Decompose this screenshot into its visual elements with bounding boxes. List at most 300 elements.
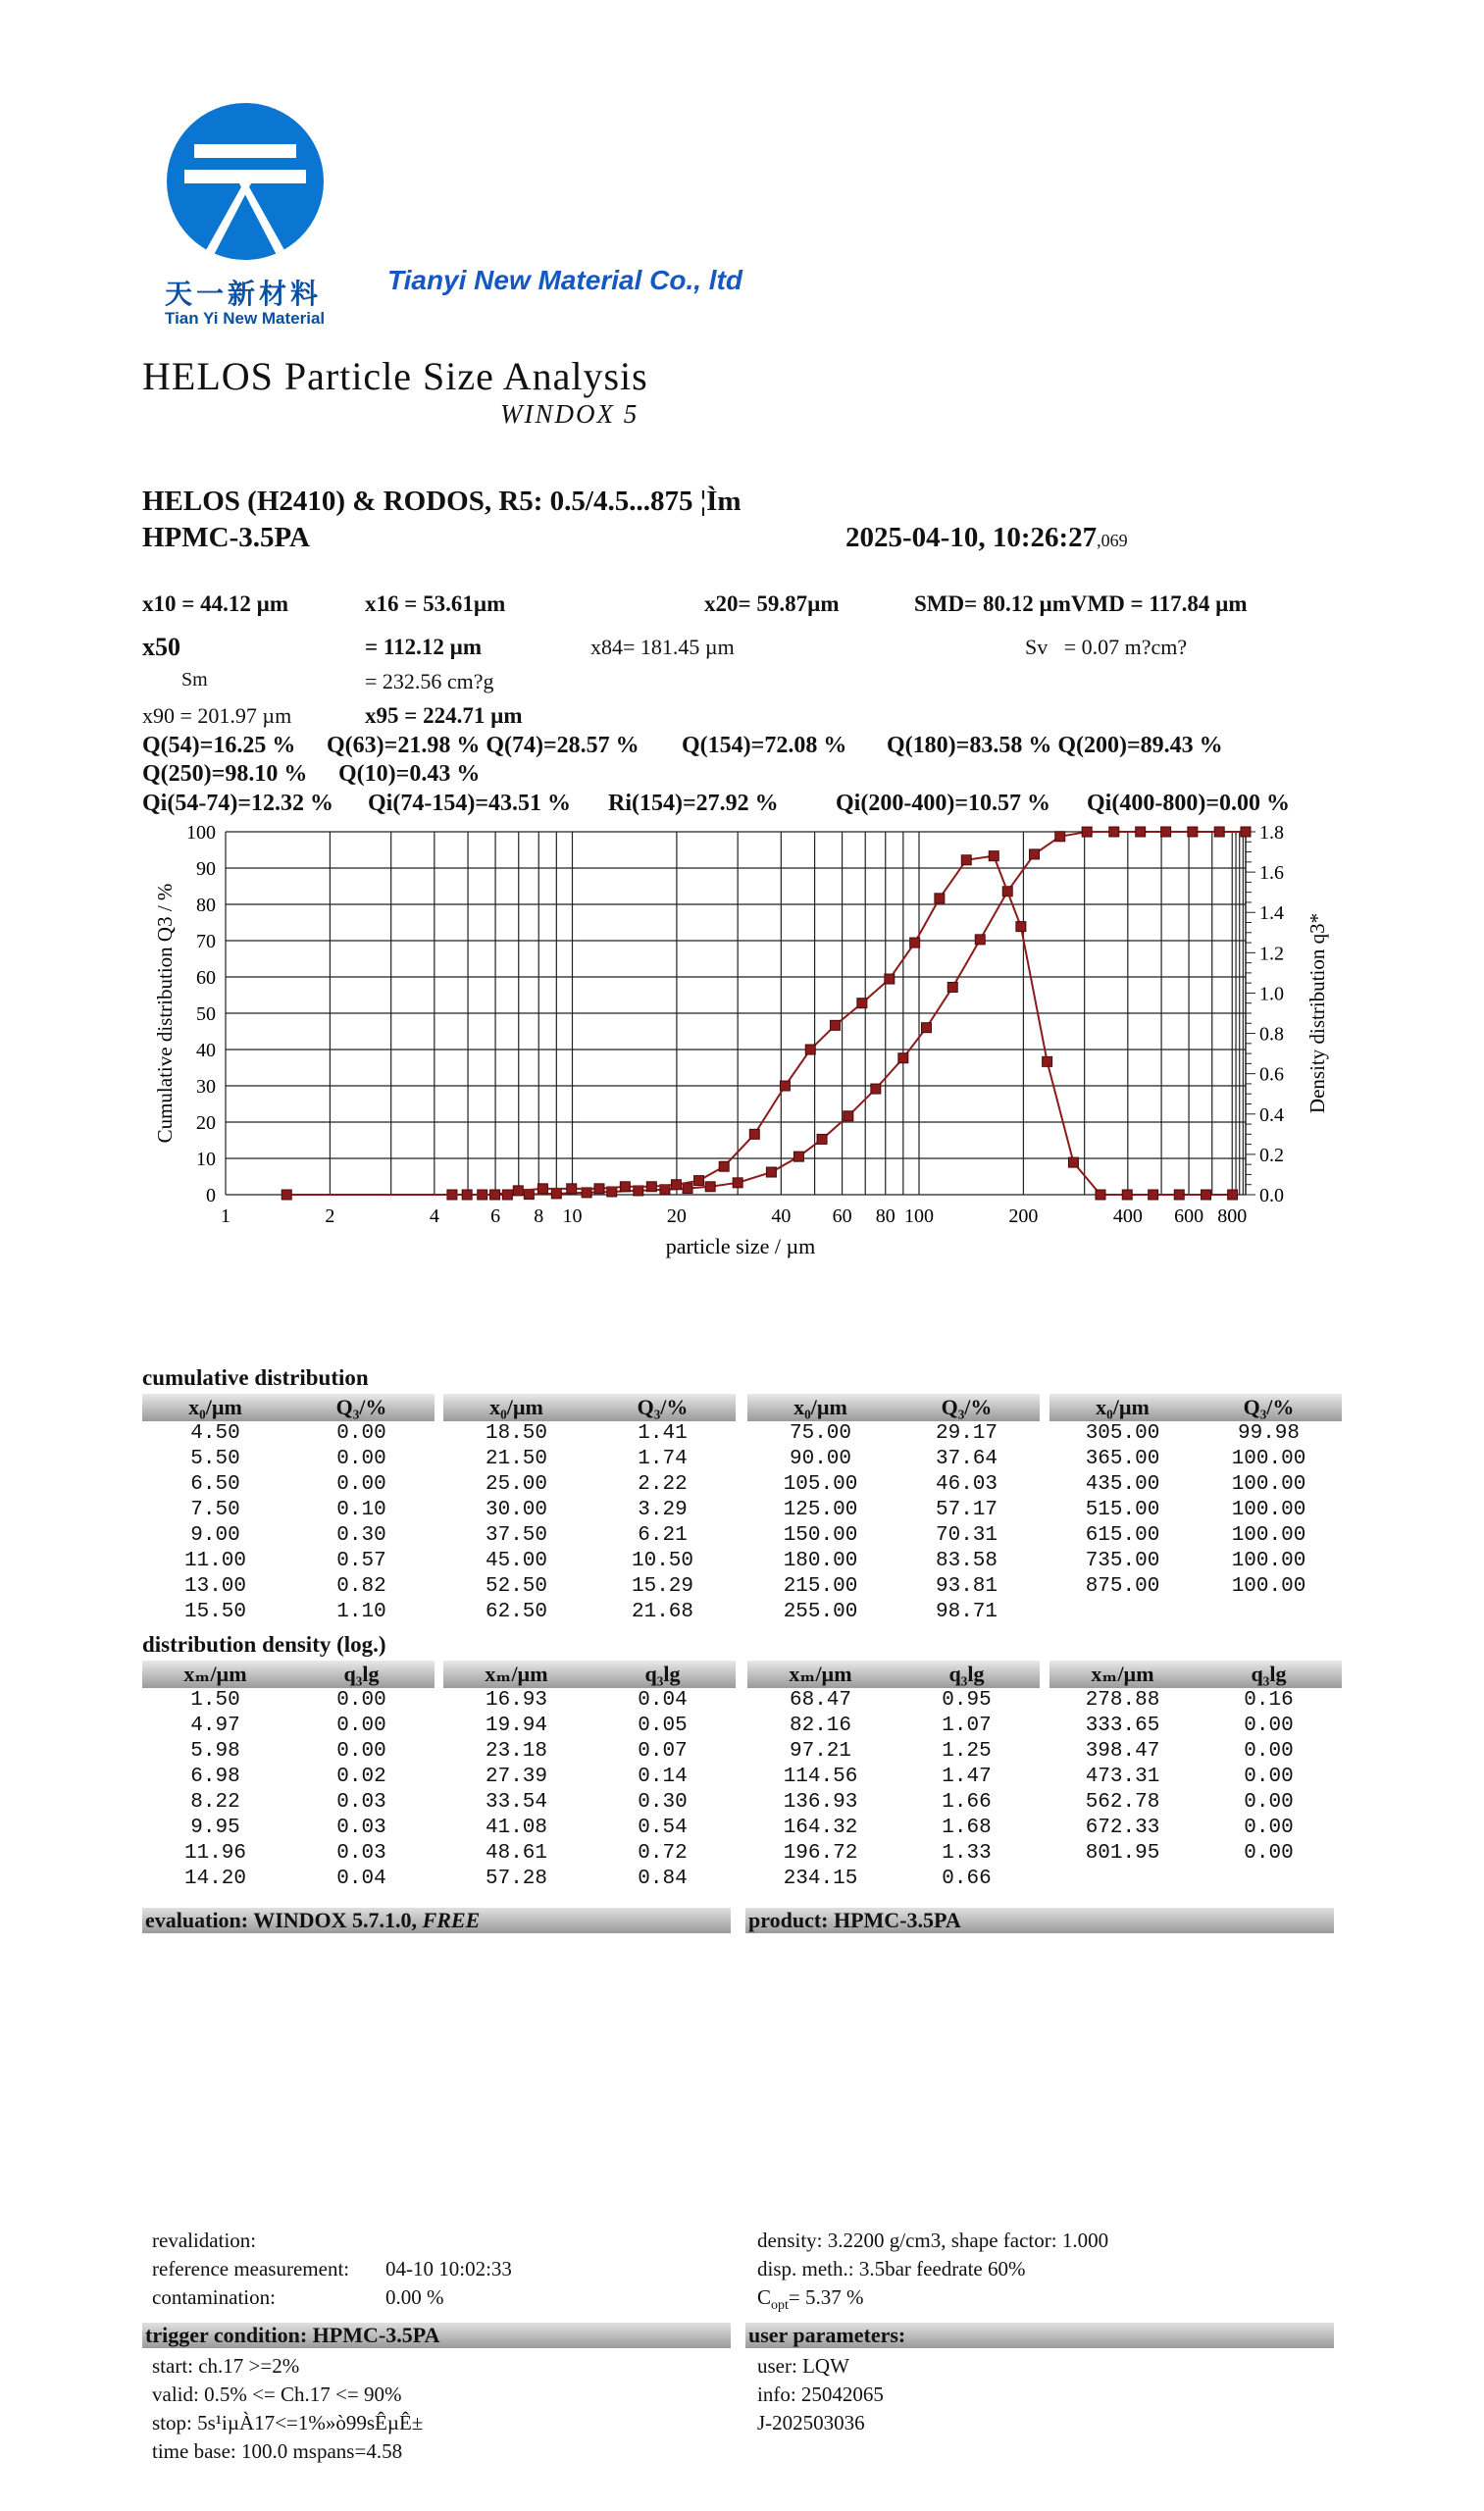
- cumulative-point: [551, 1189, 561, 1199]
- reference-measurement-value: 04-10 10:02:33: [385, 2257, 512, 2280]
- column-header: Q₃/%: [637, 1395, 689, 1419]
- density-point: [281, 1190, 291, 1200]
- table-row: [443, 1841, 736, 1867]
- y-axis-label: Cumulative distribution Q3 / %: [153, 883, 177, 1144]
- table-cell: 18.50: [485, 1422, 547, 1445]
- table-row: [443, 1421, 736, 1447]
- x-tick-label: 200: [1008, 1205, 1039, 1227]
- table-row: [443, 1447, 736, 1472]
- y-right-tick-label: 0.4: [1259, 1103, 1284, 1126]
- table-cell: 30.00: [485, 1499, 547, 1521]
- table-cell: 801.95: [1085, 1842, 1160, 1865]
- density-point: [1096, 1190, 1105, 1200]
- column-header: Q₃/%: [335, 1395, 387, 1419]
- table-cell: 41.08: [485, 1817, 547, 1839]
- cumulative-block: [443, 1394, 736, 1625]
- chart-grid: [226, 832, 1246, 1195]
- table-cell: 16.93: [485, 1689, 547, 1712]
- density-point: [1016, 922, 1026, 932]
- y-tick-label: 10: [196, 1149, 216, 1170]
- cumulative-title: cumulative distribution: [142, 1365, 369, 1390]
- table-cell: 398.47: [1085, 1740, 1160, 1763]
- table-cell: 1.41: [638, 1422, 688, 1445]
- density-point: [537, 1184, 547, 1194]
- table-row: [142, 1523, 435, 1549]
- table-row: [443, 1739, 736, 1765]
- user-id: J-202503036: [757, 2411, 865, 2434]
- y-right-tick-label: 0.8: [1259, 1023, 1284, 1046]
- x-tick-label: 20: [666, 1205, 687, 1227]
- y-tick-label: 50: [196, 1003, 216, 1025]
- table-cell: 0.66: [942, 1868, 992, 1890]
- table-cell: 0.04: [638, 1689, 688, 1712]
- table-cell: 100.00: [1231, 1524, 1306, 1547]
- company-name: Tianyi New Material Co., ltd: [387, 265, 743, 295]
- table-cell: 0.03: [336, 1817, 386, 1839]
- user-name: user: LQW: [757, 2354, 849, 2378]
- table-cell: 1.50: [190, 1689, 240, 1712]
- stat-sm-label: Sm: [181, 669, 208, 691]
- table-cell: 48.61: [485, 1842, 547, 1865]
- cumulative-point: [898, 1053, 908, 1063]
- table-cell: 99.98: [1237, 1422, 1300, 1445]
- stat-x10: x10 = 44.12 µm: [142, 591, 289, 616]
- y-tick-label: 90: [196, 858, 216, 880]
- table-row: [1049, 1498, 1342, 1523]
- table-cell: 615.00: [1085, 1524, 1160, 1547]
- table-row: [443, 1867, 736, 1892]
- table-row: [443, 1790, 736, 1816]
- table-cell: 0.00: [1244, 1817, 1294, 1839]
- cumulative-point: [947, 982, 957, 992]
- company-logo: [167, 103, 324, 260]
- density-point: [749, 1129, 759, 1139]
- table-cell: 105.00: [783, 1473, 858, 1496]
- table-cell: 13.00: [183, 1575, 246, 1598]
- density-point: [620, 1182, 630, 1192]
- table-cell: 11.96: [183, 1842, 246, 1865]
- table-cell: 0.00: [336, 1448, 386, 1470]
- y-right-tick-label: 1.2: [1259, 943, 1284, 965]
- cumulative-point: [1161, 827, 1171, 837]
- table-cell: 0.30: [638, 1791, 688, 1814]
- table-row: [747, 1714, 1040, 1739]
- stat-sv: Sv = 0.07 m?cm?: [1025, 635, 1188, 659]
- density-point: [830, 1020, 840, 1030]
- table-cell: 1.25: [942, 1740, 992, 1763]
- table-row: [142, 1472, 435, 1498]
- table-cell: 1.07: [942, 1715, 992, 1737]
- y-tick-label: 40: [196, 1040, 216, 1061]
- table-cell: 0.10: [336, 1499, 386, 1521]
- table-cell: 8.22: [190, 1791, 240, 1814]
- table-cell: 97.21: [789, 1740, 851, 1763]
- table-row: [1049, 1447, 1342, 1472]
- table-cell: 100.00: [1231, 1499, 1306, 1521]
- table-row: [747, 1841, 1040, 1867]
- density-point: [935, 894, 945, 903]
- user-parameters-bar: user parameters:: [745, 2323, 1334, 2348]
- sample-name: HPMC-3.5PA: [142, 522, 310, 553]
- stat-x95: x95 = 224.71 µm: [365, 703, 523, 728]
- x-tick-label: 80: [875, 1205, 896, 1227]
- q-10: Q(10)=0.43 %: [338, 761, 481, 787]
- column-header: x₀/µm: [1096, 1395, 1150, 1419]
- chart-ticks: [186, 822, 1284, 1227]
- table-row: [747, 1816, 1040, 1841]
- x-tick-label: 600: [1174, 1205, 1204, 1227]
- table-cell: 29.17: [935, 1422, 998, 1445]
- density-block: [1049, 1661, 1342, 1867]
- table-cell: 52.50: [485, 1575, 547, 1598]
- table-cell: 37.64: [935, 1448, 998, 1470]
- density-point: [671, 1180, 681, 1190]
- table-cell: 14.20: [183, 1868, 246, 1890]
- y-right-tick-label: 0.2: [1259, 1144, 1284, 1166]
- density-point: [1174, 1190, 1184, 1200]
- y-tick-label: 0: [206, 1185, 216, 1206]
- table-cell: 2.22: [638, 1473, 688, 1496]
- table-cell: 82.16: [789, 1715, 851, 1737]
- table-row: [1049, 1765, 1342, 1790]
- dispersion-method: disp. meth.: 3.5bar feedrate 60%: [757, 2257, 1026, 2280]
- cumulative-point: [975, 935, 985, 945]
- table-cell: 6.98: [190, 1766, 240, 1788]
- table-cell: 164.32: [783, 1817, 858, 1839]
- table-row: [443, 1574, 736, 1600]
- x-axis-label: particle size / µm: [665, 1234, 816, 1258]
- table-row: [443, 1714, 736, 1739]
- x-tick-label: 1: [221, 1205, 230, 1227]
- table-row: [142, 1688, 435, 1714]
- table-cell: 90.00: [789, 1448, 851, 1470]
- table-row: [142, 1447, 435, 1472]
- table-cell: 255.00: [783, 1601, 858, 1623]
- cumulative-point: [766, 1167, 776, 1177]
- table-cell: 27.39: [485, 1766, 547, 1788]
- density-point: [567, 1184, 577, 1194]
- y-right-tick-label: 1.0: [1259, 983, 1284, 1005]
- table-cell: 0.14: [638, 1766, 688, 1788]
- column-header: x₀/µm: [188, 1395, 242, 1419]
- cumulative-block: [747, 1394, 1040, 1625]
- y-tick-label: 100: [186, 822, 216, 844]
- density-point: [490, 1190, 500, 1200]
- x-tick-label: 800: [1217, 1205, 1248, 1227]
- y-tick-label: 60: [196, 967, 216, 989]
- cumulative-point: [1188, 827, 1198, 837]
- table-cell: 215.00: [783, 1575, 858, 1598]
- x-tick-label: 6: [490, 1205, 501, 1227]
- cumulative-block: [1049, 1394, 1342, 1600]
- density-point: [462, 1190, 472, 1200]
- y-tick-label: 80: [196, 895, 216, 916]
- table-cell: 100.00: [1231, 1550, 1306, 1572]
- contamination-value: 0.00 %: [385, 2285, 444, 2309]
- table-row: [142, 1574, 435, 1600]
- stat-sm-value: = 232.56 cm?g: [365, 669, 494, 693]
- table-row: [747, 1523, 1040, 1549]
- table-cell: 62.50: [485, 1601, 547, 1623]
- table-cell: 0.00: [1244, 1842, 1294, 1865]
- trigger-timebase: time base: 100.0 mspans=4.58: [152, 2439, 403, 2463]
- table-row: [142, 1816, 435, 1841]
- table-cell: 1.47: [942, 1766, 992, 1788]
- cumulative-point: [793, 1152, 803, 1161]
- table-cell: 15.50: [183, 1601, 246, 1623]
- table-cell: 6.50: [190, 1473, 240, 1496]
- x-tick-label: 2: [325, 1205, 335, 1227]
- density-point: [885, 974, 895, 984]
- ri-154: Ri(154)=27.92 %: [608, 791, 779, 816]
- density-shape: density: 3.2200 g/cm3, shape factor: 1.000: [757, 2229, 1109, 2252]
- logo-mark: [167, 103, 324, 260]
- column-header: q₃lg: [343, 1662, 380, 1686]
- measurement-datetime: 2025-04-10, 10:26:27,069: [845, 522, 1128, 553]
- table-row: [142, 1714, 435, 1739]
- table-cell: 234.15: [783, 1868, 858, 1890]
- table-cell: 37.50: [485, 1524, 547, 1547]
- table-row: [1049, 1549, 1342, 1574]
- table-header: [1049, 1661, 1342, 1688]
- table-cell: 1.68: [942, 1817, 992, 1839]
- table-cell: 0.00: [336, 1715, 386, 1737]
- table-row: [747, 1421, 1040, 1447]
- table-cell: 0.03: [336, 1791, 386, 1814]
- column-header: q₃lg: [1251, 1662, 1287, 1686]
- revalidation-label: revalidation:: [152, 2229, 257, 2252]
- table-header: [443, 1394, 736, 1421]
- table-cell: 365.00: [1085, 1448, 1160, 1470]
- table-row: [142, 1600, 435, 1625]
- cumulative-block: [142, 1394, 435, 1625]
- column-header: Q₃/%: [941, 1395, 993, 1419]
- column-header: Q₃/%: [1243, 1395, 1295, 1419]
- table-cell: 21.50: [485, 1448, 547, 1470]
- table-cell: 196.72: [783, 1842, 858, 1865]
- density-point: [805, 1045, 815, 1054]
- table-row: [747, 1688, 1040, 1714]
- report-subtitle: WINDOX 5: [500, 399, 640, 429]
- table-row: [443, 1523, 736, 1549]
- density-point: [1149, 1190, 1158, 1200]
- table-row: [142, 1765, 435, 1790]
- y-right-tick-label: 1.6: [1259, 862, 1284, 885]
- table-cell: 0.57: [336, 1550, 386, 1572]
- q-154: Q(154)=72.08 %: [682, 733, 847, 758]
- table-row: [142, 1498, 435, 1523]
- table-row: [747, 1739, 1040, 1765]
- contamination-label: contamination:: [152, 2285, 276, 2309]
- table-row: [443, 1816, 736, 1841]
- instrument-line: HELOS (H2410) & RODOS, R5: 0.5/4.5...875 ¦Ìm: [142, 486, 742, 517]
- density-block: [443, 1661, 736, 1892]
- table-header: [747, 1394, 1040, 1421]
- table-cell: 46.03: [935, 1473, 998, 1496]
- table-row: [443, 1765, 736, 1790]
- table-cell: 68.47: [789, 1689, 851, 1712]
- column-header: x₀/µm: [489, 1395, 543, 1419]
- stat-x84: x84= 181.45 µm: [590, 635, 735, 659]
- table-cell: 672.33: [1085, 1817, 1160, 1839]
- stat-x20: x20= 59.87µm: [704, 591, 840, 616]
- table-row: [747, 1765, 1040, 1790]
- table-cell: 114.56: [783, 1766, 858, 1788]
- table-cell: 1.74: [638, 1448, 688, 1470]
- table-cell: 305.00: [1085, 1422, 1160, 1445]
- table-cell: 93.81: [935, 1575, 998, 1598]
- column-header: xₘ/µm: [789, 1662, 852, 1686]
- table-cell: 100.00: [1231, 1473, 1306, 1496]
- table-cell: 180.00: [783, 1550, 858, 1572]
- density-point: [780, 1081, 790, 1091]
- table-row: [443, 1472, 736, 1498]
- table-cell: 25.00: [485, 1473, 547, 1496]
- cumulative-point: [705, 1182, 715, 1192]
- table-row: [747, 1498, 1040, 1523]
- table-row: [747, 1867, 1040, 1892]
- table-cell: 150.00: [783, 1524, 858, 1547]
- density-block: [142, 1661, 435, 1892]
- table-cell: 57.28: [485, 1868, 547, 1890]
- table-cell: 23.18: [485, 1740, 547, 1763]
- cumulative-point: [871, 1084, 881, 1094]
- table-header: [142, 1394, 435, 1421]
- table-cell: 9.95: [190, 1817, 240, 1839]
- cumulative-point: [1214, 827, 1224, 837]
- y-right-tick-label: 1.8: [1259, 822, 1284, 844]
- table-cell: 0.00: [336, 1689, 386, 1712]
- table-cell: 0.00: [1244, 1791, 1294, 1814]
- column-header: q₃lg: [644, 1662, 681, 1686]
- table-cell: 0.02: [336, 1766, 386, 1788]
- density-point: [1202, 1190, 1211, 1200]
- table-row: [1049, 1739, 1342, 1765]
- density-point: [694, 1176, 704, 1186]
- table-cell: 75.00: [789, 1422, 851, 1445]
- table-row: [747, 1472, 1040, 1498]
- column-header: xₘ/µm: [183, 1662, 247, 1686]
- table-row: [142, 1841, 435, 1867]
- y-right-tick-label: 0.0: [1259, 1185, 1284, 1206]
- table-cell: 45.00: [485, 1550, 547, 1572]
- cumulative-point: [683, 1184, 692, 1194]
- evaluation-bar: evaluation: WINDOX 5.7.1.0, FREE: [142, 1908, 731, 1933]
- table-cell: 0.00: [336, 1740, 386, 1763]
- table-header: [142, 1661, 435, 1688]
- table-cell: 4.97: [190, 1715, 240, 1737]
- density-point: [1068, 1157, 1078, 1167]
- trigger-stop: stop: 5s¹iµÀ17<=1%»ò99sÊµÊ±: [152, 2411, 424, 2434]
- table-row: [1049, 1421, 1342, 1447]
- table-row: [1049, 1688, 1342, 1714]
- table-cell: 33.54: [485, 1791, 547, 1814]
- cumulative-point: [1109, 827, 1119, 837]
- table-cell: 0.95: [942, 1689, 992, 1712]
- table-cell: 70.31: [935, 1524, 998, 1547]
- table-cell: 100.00: [1231, 1448, 1306, 1470]
- table-row: [1049, 1714, 1342, 1739]
- density-point: [594, 1184, 604, 1194]
- table-cell: 7.50: [190, 1499, 240, 1521]
- table-cell: 5.98: [190, 1740, 240, 1763]
- table-cell: 435.00: [1085, 1473, 1160, 1496]
- density-block: [747, 1661, 1040, 1892]
- product-bar: product: HPMC-3.5PA: [745, 1908, 1334, 1933]
- user-info: info: 25042065: [757, 2383, 884, 2406]
- table-row: [1049, 1790, 1342, 1816]
- table-row: [747, 1574, 1040, 1600]
- table-cell: 15.29: [631, 1575, 693, 1598]
- table-cell: 0.04: [336, 1868, 386, 1890]
- stat-x50-value: = 112.12 µm: [365, 635, 482, 659]
- table-cell: 0.72: [638, 1842, 688, 1865]
- table-row: [747, 1447, 1040, 1472]
- table-cell: 0.07: [638, 1740, 688, 1763]
- table-header: [443, 1661, 736, 1688]
- trigger-start: start: ch.17 >=2%: [152, 2354, 300, 2378]
- table-cell: 5.50: [190, 1448, 240, 1470]
- y-tick-label: 20: [196, 1112, 216, 1134]
- table-row: [747, 1600, 1040, 1625]
- stat-x50-label: x50: [142, 633, 180, 661]
- table-cell: 0.54: [638, 1817, 688, 1839]
- table-cell: 0.82: [336, 1575, 386, 1598]
- report-title: HELOS Particle Size Analysis: [142, 354, 648, 398]
- table-cell: 1.33: [942, 1842, 992, 1865]
- table-cell: 0.30: [336, 1524, 386, 1547]
- table-cell: 0.05: [638, 1715, 688, 1737]
- y-tick-label: 30: [196, 1076, 216, 1098]
- column-header: x₀/µm: [793, 1395, 847, 1419]
- table-row: [142, 1421, 435, 1447]
- table-cell: 19.94: [485, 1715, 547, 1737]
- cumulative-point: [1030, 849, 1040, 859]
- qi-400-800: Qi(400-800)=0.00 %: [1087, 791, 1290, 816]
- table-cell: 4.50: [190, 1422, 240, 1445]
- table-cell: 1.66: [942, 1791, 992, 1814]
- table-cell: 278.88: [1085, 1689, 1160, 1712]
- y-tick-label: 70: [196, 931, 216, 952]
- table-row: [142, 1739, 435, 1765]
- density-point: [646, 1182, 656, 1192]
- logo-chinese-name: 天一新材料: [165, 278, 323, 310]
- q-250: Q(250)=98.10 %: [142, 761, 308, 787]
- table-row: [747, 1549, 1040, 1574]
- cumulative-point: [733, 1178, 742, 1188]
- table-cell: 1.10: [336, 1601, 386, 1623]
- table-row: [1049, 1472, 1342, 1498]
- table-cell: 10.50: [631, 1550, 693, 1572]
- cumulative-point: [817, 1134, 827, 1144]
- column-header: xₘ/µm: [485, 1662, 548, 1686]
- table-row: [443, 1549, 736, 1574]
- cumulative-point: [844, 1111, 853, 1121]
- x-tick-label: 40: [771, 1205, 792, 1227]
- q-54: Q(54)=16.25 %: [142, 733, 296, 758]
- density-point: [1043, 1056, 1052, 1066]
- copt-value: $C_{opt}= 5.37$ %: [757, 2285, 864, 2314]
- qi-74-154: Qi(74-154)=43.51 %: [368, 791, 571, 816]
- table-header: [1049, 1394, 1342, 1421]
- table-cell: 333.65: [1085, 1715, 1160, 1737]
- x-tick-label: 100: [904, 1205, 935, 1227]
- table-header: [747, 1661, 1040, 1688]
- cumulative-point: [1136, 827, 1146, 837]
- table-row: [1049, 1574, 1342, 1600]
- particle-size-chart: [137, 822, 1354, 1273]
- table-cell: 3.29: [638, 1499, 688, 1521]
